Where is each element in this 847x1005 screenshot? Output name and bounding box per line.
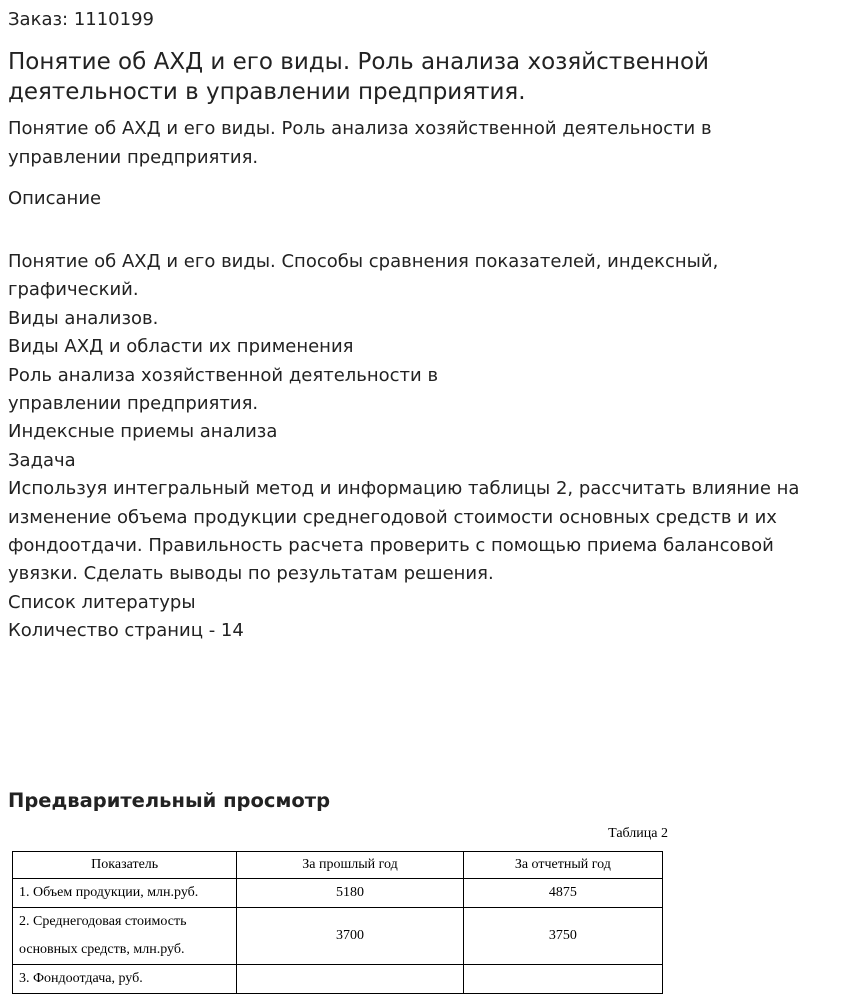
table-caption: Таблица 2	[608, 826, 668, 841]
table-row	[13, 879, 663, 908]
table-cell: 1. Объем продукции, млн.руб.	[13, 879, 237, 908]
table-cell: 3750	[463, 908, 662, 965]
table-cell: 2. Среднегодовая стоимость основных средств, млн.руб.	[13, 908, 237, 965]
description-line: Используя интегральный метод и информацию таблицы 2, рассчитать влияние на изменение объема продукции среднегодовой стоимости основных средств и их фондоотдачи. Правильность расчета проверить с помощью приема балансовой увязки. Сделать выводы по результатам решения.	[8, 478, 800, 585]
table-header-cell: За отчетный год	[463, 852, 662, 879]
table-cell	[463, 965, 662, 994]
description-heading: Описание	[8, 188, 102, 209]
table-header-cell: За прошлый год	[237, 852, 463, 879]
order-number: Заказ: 1110199	[8, 9, 154, 30]
description-line: Список литературы	[8, 591, 196, 613]
description-line: Количество страниц - 14	[8, 620, 244, 642]
description-line: Индексные приемы анализа	[8, 421, 278, 443]
table-cell: 5180	[237, 879, 463, 908]
table-header-row	[13, 852, 663, 879]
table-header-cell: Показатель	[13, 852, 237, 879]
page-title: Понятие об АХД и его виды. Роль анализа хозяйственной деятельности в управлении предприятия.	[8, 49, 710, 105]
description-line: управлении предприятия.	[8, 393, 259, 415]
description-line: Понятие об АХД и его виды. Способы сравнения показателей, индексный, графический.	[8, 251, 719, 301]
table-cell: 3700	[237, 908, 463, 965]
description-line: Виды АХД и области их применения	[8, 336, 354, 358]
description-body	[8, 248, 838, 646]
table-cell	[237, 965, 463, 994]
data-table	[12, 851, 663, 994]
page-subtitle: Понятие об АХД и его виды. Роль анализа хозяйственной деятельности в управлении предприятия.	[8, 118, 712, 168]
preview-heading: Предварительный просмотр	[8, 789, 331, 812]
table-cell: 3. Фондоотдача, руб.	[13, 965, 237, 994]
description-line: Роль анализа хозяйственной деятельности в	[8, 364, 439, 386]
table-row	[13, 908, 663, 965]
table-cell: 4875	[463, 879, 662, 908]
description-line: Виды анализов.	[8, 307, 159, 329]
description-line: Задача	[8, 449, 76, 471]
table-row	[13, 965, 663, 994]
